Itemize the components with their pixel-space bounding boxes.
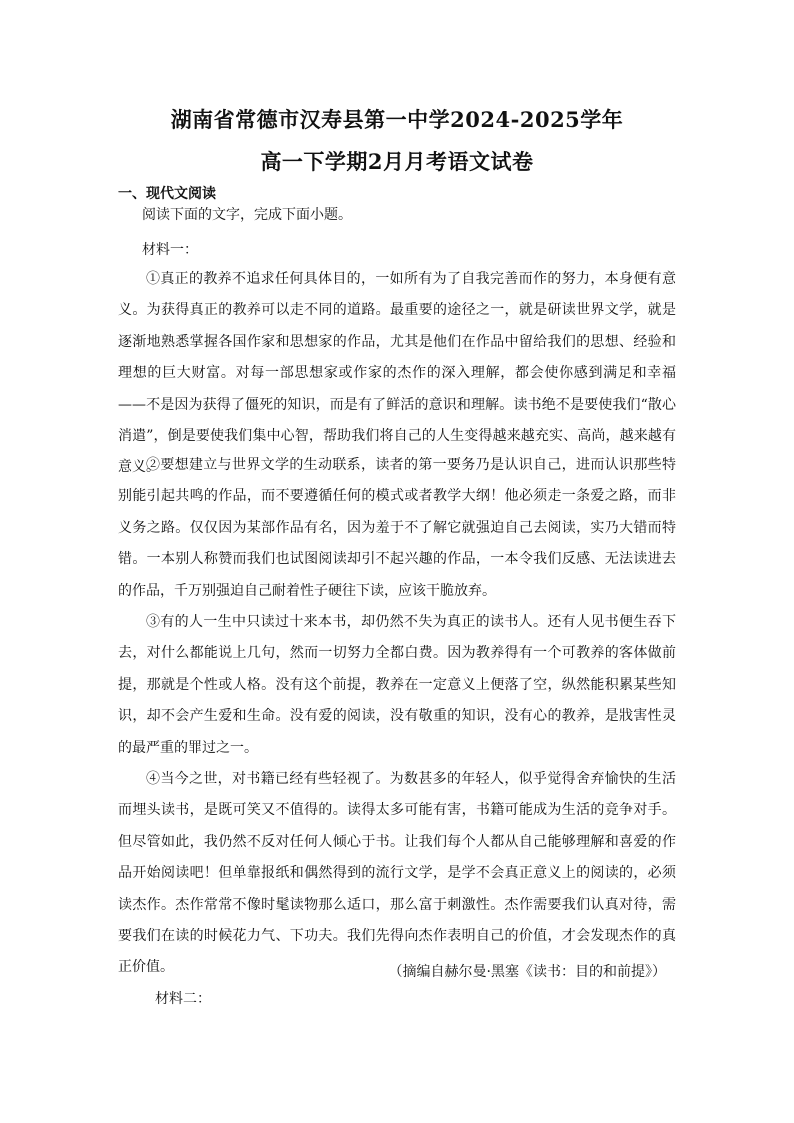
paragraph-1: ①真正的教养不追求任何具体目的，一如所有为了自我完善而作的努力，本身便有意义。为获得真正的教养可以走不同的道路。最重要的途径之一，就是研读世界文学，就是逐渐地熟悉掌握各国作家和思想家的作品，尤其是他们在作品中留给我们的思想、经验和理想的巨大财富。对每一部思想家或作家的杰作的深入理解，都会使你感到满足和幸福——不是因为获得了僵死的知识，而是有了鲜活的意识和理解。读书绝不是要使我们“散心消遣”，倒是要使我们集中心智，帮助我们将自己的人生变得越来越充实、高尚，越来越有意义。 [118,271,676,476]
section-heading: 一、现代文阅读 [118,186,216,202]
paragraph-2: ②要想建立与世界文学的生动联系，读者的第一要务乃是认识自己，进而认识那些特别能引起共鸣的作品，而不要遵循任何的模式或者教学大纲！他必须走一条爱之路，而非义务之路。仅仅因为某部作品有名，因为羞于不了解它就强迫自己去阅读，实乃大错而特错。一本别人称赞而我们也试图阅读却引不起兴趣的作品，一本令我们反感、无法读进去的作品，千万别强迫自己耐着性子硬往下读，应该干脆放弃。 [118,457,676,599]
material-two-label: 材料二： [155,991,211,1007]
material-one-label: 材料一： [142,242,198,258]
reading-instruction: 阅读下面的文字，完成下面小题。 [142,207,352,223]
exam-title-line-1: 湖南省常德市汉寿县第一中学2024-2025学年 [170,107,624,132]
paragraph-4: ④当今之世，对书籍已经有些轻视了。为数甚多的年轻人，似乎觉得舍弃愉快的生活而埋头读书，是既可笑又不值得的。读得太多可能有害，书籍可能成为生活的竞争对手。但尽管如此，我仍然不反对任何人倾心于书。让我们每个人都从自己能够理解和喜爱的作品开始阅读吧！但单靠报纸和偶然得到的流行文学，是学不会真正意义上的阅读的，必须读杰作。杰作常常不像时髦读物那么适口，那么富于刺激性。杰作需要我们认真对待，需要我们在读的时候花力气、下功夫。我们先得向杰作表明自己的价值，才会发现杰作的真正价值。 [118,771,676,976]
paragraph-3: ③有的人一生中只读过十来本书，却仍然不失为真正的读书人。还有人见书便生吞下去，对什么都能说上几句，然而一切努力全都白费。因为教养得有一个可教养的客体做前提，那就是个性或人格。没有这个前提，教养在一定意义上便落了空，纵然能积累某些知识，却不会产生爱和生命。没有爱的阅读，没有敬重的知识，没有心的教养，是戕害性灵的最严重的罪过之一。 [118,614,676,756]
exam-title-line-2: 高一下学期2月月考语文试卷 [260,149,534,174]
source-citation: （摘编自赫尔曼·黑塞《读书：目的和前提》） [388,964,666,980]
